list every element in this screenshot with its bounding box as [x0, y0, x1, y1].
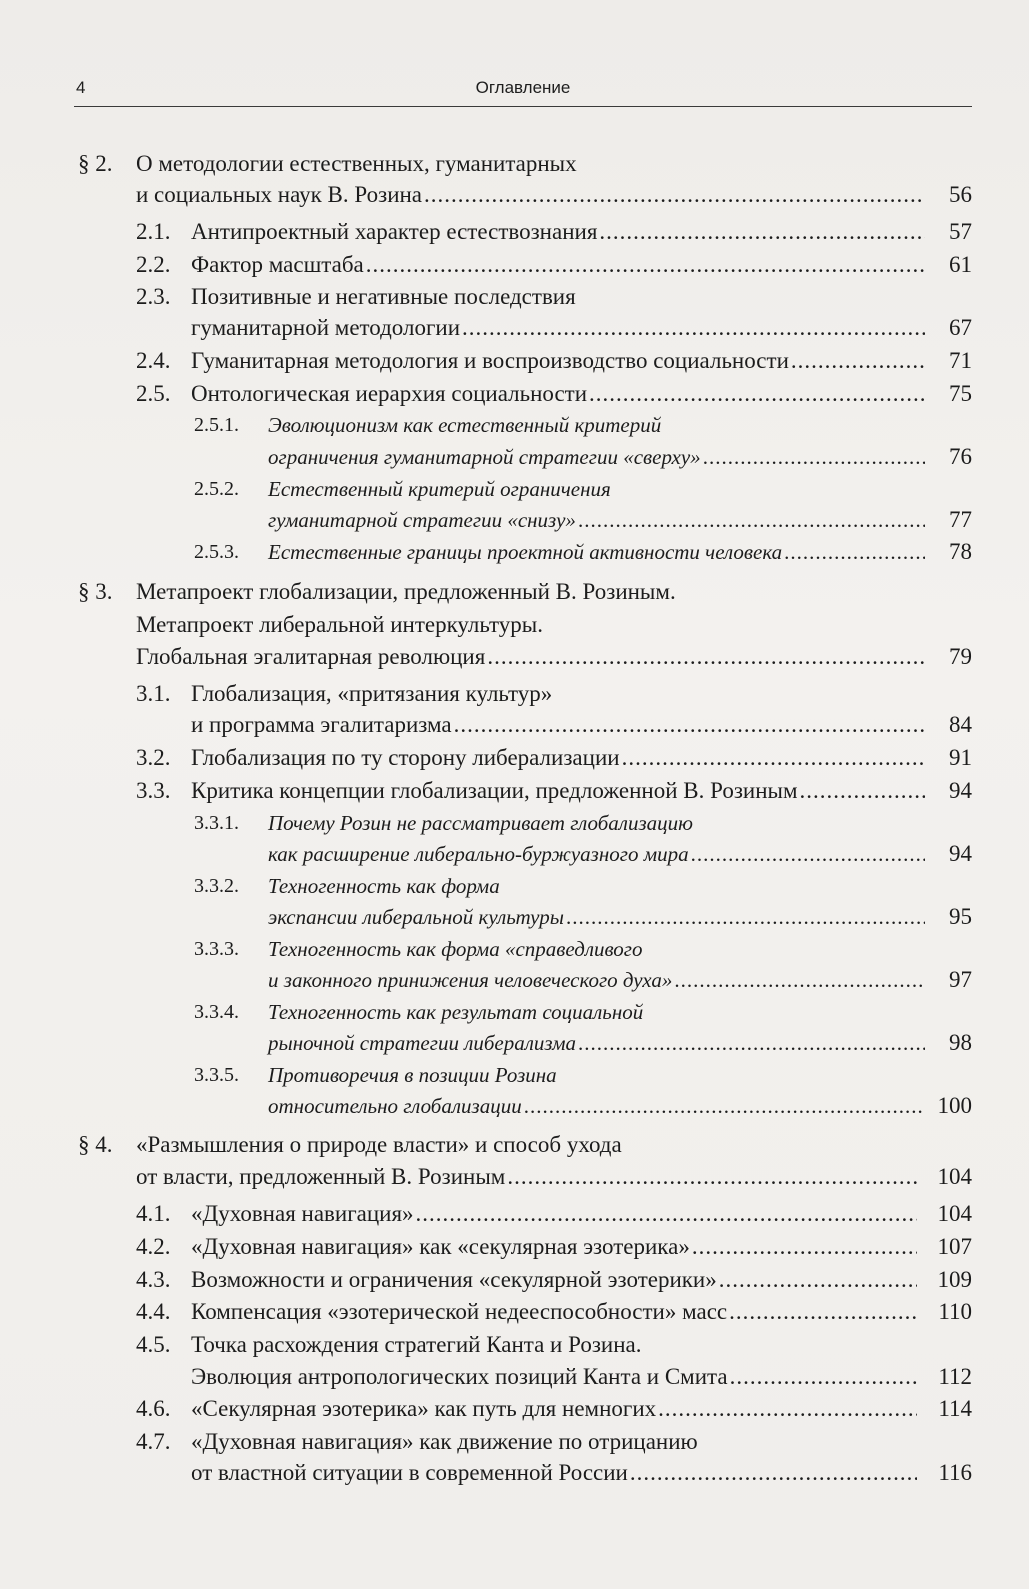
toc-page-number: 100 [937, 1093, 972, 1118]
toc-number: 4.4. [136, 1299, 171, 1324]
toc-number: 3.3.2. [194, 875, 239, 897]
toc-page-number: 107 [937, 1234, 972, 1259]
toc-number: 3.3.1. [194, 812, 239, 834]
dot-leader [454, 710, 925, 740]
toc-number: 2.5.3. [194, 541, 239, 563]
toc-entry [136, 1162, 921, 1192]
toc-page-number: 84 [949, 712, 972, 737]
toc-entry-line: «Размышления о природе власти» и способ ухода [136, 1132, 622, 1157]
dot-leader [524, 1091, 925, 1121]
toc-entry-title: гуманитарной методологии [191, 315, 461, 340]
toc-page-number: 104 [937, 1201, 972, 1226]
toc-number: 2.3. [136, 284, 171, 309]
dot-leader [791, 346, 925, 376]
toc-number: 4.2. [136, 1234, 171, 1259]
toc-entry-title: Онтологическая иерархия социальности [191, 381, 588, 406]
toc-number: 2.4. [136, 348, 171, 373]
dot-leader [366, 250, 925, 280]
toc-entry-line: Техногенность как форма [268, 874, 500, 898]
dot-leader [578, 1028, 925, 1058]
dot-leader [589, 379, 925, 409]
toc-number: 4.5. [136, 1332, 171, 1357]
toc-page-number: 95 [949, 904, 972, 929]
toc-entry-title: рыночной стратегии либерализма [268, 1031, 576, 1055]
toc-number: 3.3.5. [194, 1064, 239, 1086]
dot-leader [578, 505, 925, 535]
dot-leader [630, 1458, 917, 1488]
toc-number: 3.3.3. [194, 938, 239, 960]
toc-page-number: 71 [949, 348, 972, 373]
toc-number: § 3. [78, 579, 113, 604]
toc-page-number: 104 [937, 1164, 972, 1189]
toc-entry-line: Глобализация, «притязания культур» [191, 681, 553, 706]
toc-page-number: 67 [949, 315, 972, 340]
toc-page-number: 112 [938, 1364, 972, 1389]
toc-entry [191, 743, 929, 773]
toc-entry [268, 505, 929, 535]
toc-entry-title: Возможности и ограничения «секулярной эзотерики» [191, 1267, 717, 1292]
toc-number: 2.5. [136, 381, 171, 406]
toc-entry-line: Естественный критерий ограничения [268, 477, 611, 501]
header-page-number: 4 [76, 78, 86, 97]
toc-entry-title: Критика концепции глобализации, предложенной В. Розиным [191, 778, 798, 803]
dot-leader [487, 642, 925, 672]
toc-entry [136, 180, 929, 210]
dot-leader [703, 442, 925, 472]
toc-entry-line: Почему Розин не рассматривает глобализацию [268, 811, 693, 835]
toc-page-number: 110 [938, 1299, 972, 1324]
toc-page-number: 114 [938, 1396, 972, 1421]
toc-number: 3.3. [136, 778, 171, 803]
toc-entry [191, 1297, 921, 1327]
toc-entry [191, 1265, 921, 1295]
toc-entry-title: Эволюция антропологических позиций Канта и Смита [191, 1364, 728, 1389]
toc-entry [191, 1362, 921, 1392]
dot-leader [658, 1394, 917, 1424]
toc-page-number: 94 [949, 778, 972, 803]
toc-page-number: 78 [949, 539, 972, 564]
toc-entry [268, 537, 929, 567]
toc-number: 3.2. [136, 745, 171, 770]
toc-entry-title: «Секулярная эзотерика» как путь для немногих [191, 1396, 657, 1421]
dot-leader [424, 180, 925, 210]
dot-leader [719, 1265, 917, 1295]
dot-leader [729, 1297, 917, 1327]
toc-number: § 4. [78, 1132, 113, 1157]
toc-page-number: 57 [949, 219, 972, 244]
toc-entry [191, 1232, 921, 1262]
toc-entry [191, 1394, 921, 1424]
toc-entry-title: и социальных наук В. Розина [136, 182, 423, 207]
toc-page-number: 56 [949, 182, 972, 207]
dot-leader [507, 1162, 917, 1192]
toc-entry-line: Метапроект либеральной интеркультуры. [136, 612, 543, 637]
toc-entry-title: как расширение либерально-буржуазного мира [268, 842, 689, 866]
dot-leader [622, 743, 925, 773]
toc-entry [191, 1458, 921, 1488]
toc-entry-title: «Духовная навигация» как «секулярная эзотерика» [191, 1234, 690, 1259]
toc-page-number: 76 [949, 444, 972, 469]
toc-number: 4.3. [136, 1267, 171, 1292]
toc-entry-line: Техногенность как результат социальной [268, 1000, 644, 1024]
toc-entry-line: О методологии естественных, гуманитарных [136, 151, 577, 176]
dot-leader [674, 965, 925, 995]
toc-entry-line: Позитивные и негативные последствия [191, 284, 576, 309]
toc-entry [191, 776, 929, 806]
toc-entry [136, 642, 929, 672]
toc-entry [268, 965, 929, 995]
dot-leader [784, 537, 925, 567]
toc-page-number: 75 [949, 381, 972, 406]
toc-entry-title: «Духовная навигация» [191, 1201, 414, 1226]
dot-leader [730, 1362, 917, 1392]
toc-page-number: 77 [949, 507, 972, 532]
toc-entry-line: «Духовная навигация» как движение по отрицанию [191, 1429, 698, 1454]
toc-number: 2.2. [136, 252, 171, 277]
toc-entry-title: Естественные границы проектной активности человека [268, 540, 783, 564]
toc-entry [191, 346, 929, 376]
toc-number: § 2. [78, 151, 113, 176]
toc-entry [191, 1199, 921, 1229]
toc-entry-title: ограничения гуманитарной стратегии «сверху» [268, 445, 701, 469]
toc-entry-title: Компенсация «эзотерической недееспособности» масс [191, 1299, 728, 1324]
toc-entry [191, 217, 929, 247]
toc-entry [191, 313, 929, 343]
toc-entry [191, 710, 929, 740]
toc-entry-title: Глобализация по ту сторону либерализации [191, 745, 620, 770]
toc-entry [268, 1028, 929, 1058]
toc-number: 2.5.1. [194, 414, 239, 436]
toc-number: 4.1. [136, 1201, 171, 1226]
toc-page-number: 98 [949, 1030, 972, 1055]
toc-entry-title: Глобальная эгалитарная революция [136, 644, 486, 669]
toc-entry [268, 839, 929, 869]
toc-page-number: 116 [938, 1460, 972, 1485]
toc-entry-line: Точка расхождения стратегий Канта и Розина. [191, 1332, 642, 1357]
header-title: Оглавление [475, 78, 571, 97]
dot-leader [599, 217, 925, 247]
toc-page-number: 61 [949, 252, 972, 277]
toc-entry [191, 379, 929, 409]
toc-page-number: 97 [949, 967, 972, 992]
toc-entry [191, 250, 929, 280]
toc-number: 2.1. [136, 219, 171, 244]
toc-entry-title: от власти, предложенный В. Розиным [136, 1164, 506, 1189]
toc-entry-title: от властной ситуации в современной России [191, 1460, 628, 1485]
toc-page-number: 109 [937, 1267, 972, 1292]
toc-entry-title: и законного принижения человеческого духа» [268, 968, 673, 992]
toc-number: 3.3.4. [194, 1001, 239, 1023]
toc-entry-title: экспансии либеральной культуры [268, 905, 564, 929]
toc-number: 4.7. [136, 1429, 171, 1454]
toc-entry-title: и программа эгалитаризма [191, 712, 452, 737]
dot-leader [462, 313, 925, 343]
toc-entry [268, 902, 929, 932]
dot-leader [566, 902, 925, 932]
toc-entry-line: Техногенность как форма «справедливого [268, 937, 643, 961]
toc-entry [268, 1091, 929, 1121]
toc-entry-line: Метапроект глобализации, предложенный В. Розиным. [136, 579, 676, 604]
toc-entry-title: гуманитарной стратегии «снизу» [268, 508, 576, 532]
toc-entry [268, 442, 929, 472]
toc-page-number: 79 [949, 644, 972, 669]
toc-number: 2.5.2. [194, 478, 239, 500]
toc-entry-title: Антипроектный характер естествознания [191, 219, 598, 244]
dot-leader [800, 776, 925, 806]
toc-entry-title: относительно глобализации [268, 1094, 522, 1118]
toc-number: 3.1. [136, 681, 171, 706]
toc-entry-line: Противоречия в позиции Розина [268, 1063, 557, 1087]
toc-page-number: 91 [949, 745, 972, 770]
toc-page-number: 94 [949, 841, 972, 866]
dot-leader [692, 1232, 917, 1262]
dot-leader [691, 839, 925, 869]
toc-entry-line: Эволюционизм как естественный критерий [268, 413, 662, 437]
toc-entry-title: Гуманитарная методология и воспроизводство социальности [191, 348, 789, 373]
toc-number: 4.6. [136, 1396, 171, 1421]
dot-leader [416, 1199, 917, 1229]
toc-entry-title: Фактор масштаба [191, 252, 364, 277]
